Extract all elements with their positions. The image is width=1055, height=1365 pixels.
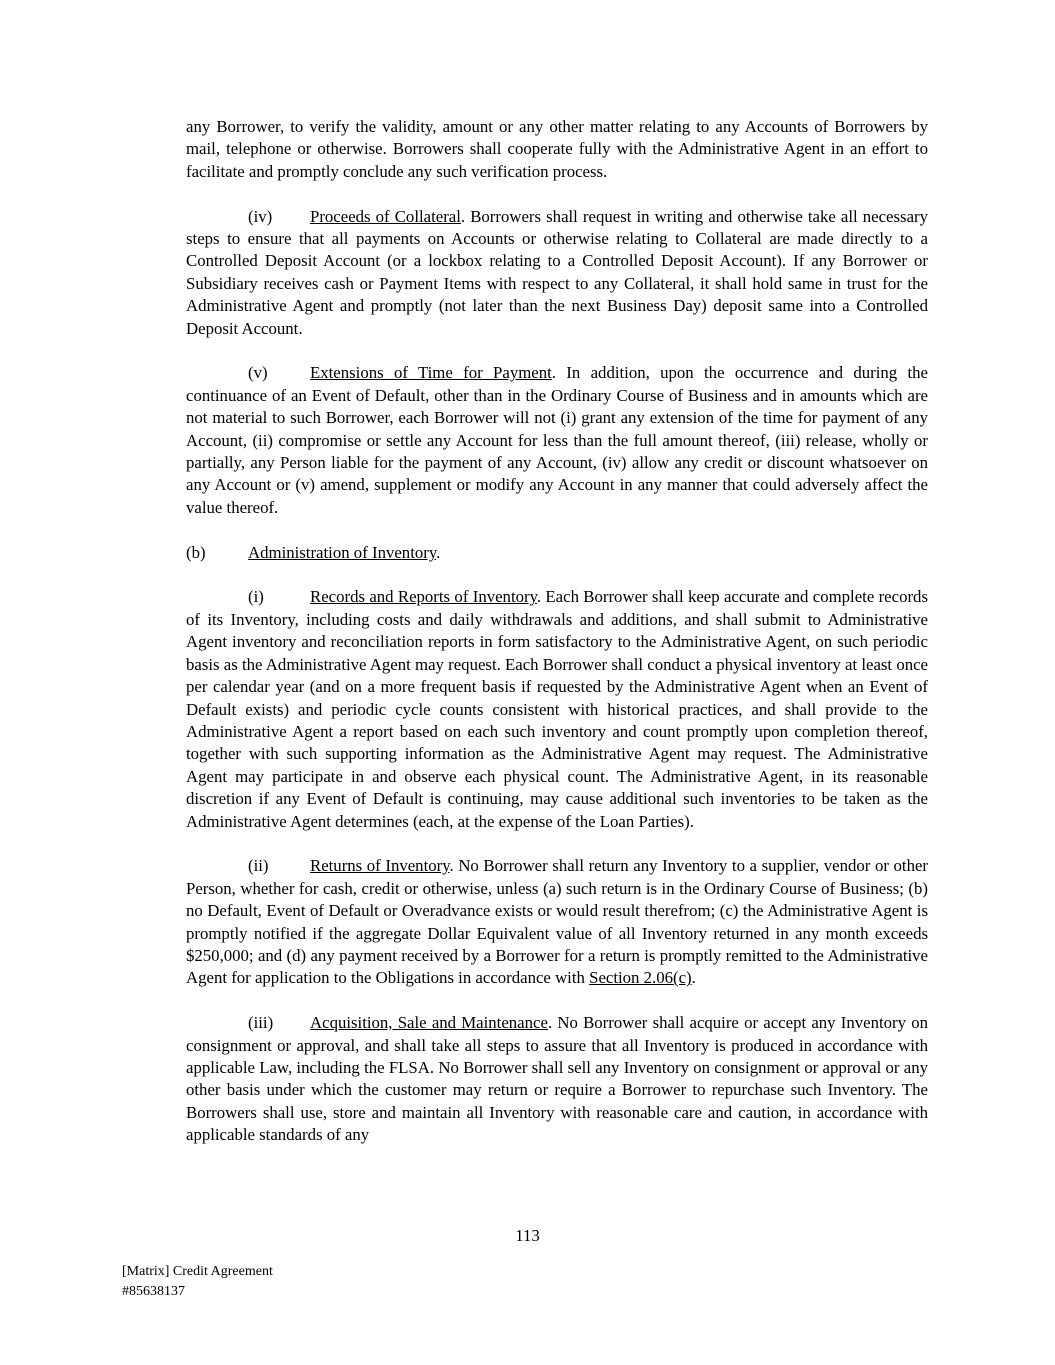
section-b-label: (b) xyxy=(186,542,206,562)
clause-iii-body: No Borrower shall acquire or accept any Inventory on consignment or approval, and shall take all steps to assure that all Inventory is produced in accordance with applicable Law, including the FLSA. No Borrower shall sell any Inventory on consignment or approval or any other basis under which the customer may return or require a Borrower to repurchase such Inventory. The Borrowers shall use, store and maintain all Inventory with reasonable care and caution, in accordance with applicable standards of any xyxy=(186,1013,929,1145)
clause-v-label: (v) xyxy=(248,363,268,383)
clause-v-body: In addition, upon the occurrence and during the continuance of an Event of Default, other than in the Ordinary Course of Business and in amounts which are not material to such Borrower, each Borrower will not (i) grant any extension of the time for payment of any Account, (ii) compromise or settle any Account for less than the full amount thereof, (iii) release, wholly or partially, any Person liable for the payment of any Account, (iv) allow any credit or discount whatsoever on any Account or (v) amend, supplement or modify any Account in any manner that could adversely affect the value thereof. xyxy=(186,363,928,517)
clause-i-heading: Records and Reports of Inventory xyxy=(310,587,537,607)
clause-ii-heading: Returns of Inventory xyxy=(310,856,450,876)
clause-iv-heading: Proceeds of Collateral xyxy=(310,206,461,226)
clause-iii-separator: . xyxy=(547,1013,558,1033)
paragraph-section-b xyxy=(186,542,928,564)
clause-ii-label: (ii) xyxy=(248,856,269,876)
clause-v-heading: Extensions of Time for Payment xyxy=(310,363,552,383)
footer-document-title: [Matrix] Credit Agreement xyxy=(122,1264,273,1279)
paragraph-continuation: any Borrower, to verify the validity, amount or any other matter relating to any Accounts of Borrowers by mail, telephone or otherwise. Borrowers shall cooperate fully with the Administrative Agent in an effort to facilitate and promptly conclude any such verification process. xyxy=(186,117,928,181)
section-b-period: . xyxy=(436,542,441,562)
clause-ii-body: No Borrower shall return any Inventory to a supplier, vendor or other Person, whether for cash, credit or otherwise, unless (a) such return is in the Ordinary Course of Business; (b) no Default, Event of Default or Overadvance exists or would result therefrom; (c) the Administrative Agent is promptly notified if the aggregate Dollar Equivalent value of all Inventory returned in any month exceeds $250,000; and (d) any payment received by a Borrower for a return is promptly remitted to the Administrative Agent for application to the Obligations in accordance with xyxy=(186,856,929,988)
clause-ii-period: . xyxy=(691,968,696,988)
clause-iv-separator: . xyxy=(460,206,471,226)
paragraph-clause-ii xyxy=(186,855,928,989)
clause-i-body: Each Borrower shall keep accurate and complete records of its Inventory, including costs and daily withdrawals and additions, and shall submit to Administrative Agent inventory and reconciliation reports in form satisfactory to the Administrative Agent, on such periodic basis as the Administrative Agent may request. Each Borrower shall conduct a physical inventory at least once per calendar year (and on a more frequent basis if requested by the Administrative Agent when an Event of Default exists) and periodic cycle counts consistent with historical practices, and shall provide to the Administrative Agent a report based on each such inventory and count promptly upon completion thereof, together with such supporting information as the Administrative Agent may request. The Administrative Agent may participate in and observe each physical count. The Administrative Agent, in its reasonable discretion if any Event of Default is continuing, may cause additional such inventories to be taken as the Administrative Agent determines (each, at the expense of the Loan Parties). xyxy=(186,587,928,831)
paragraph-clause-i xyxy=(186,586,928,832)
section-b-heading: Administration of Inventory xyxy=(248,542,437,562)
clause-v-separator: . xyxy=(551,363,567,383)
page-content xyxy=(186,116,928,1147)
clause-iii-heading: Acquisition, Sale and Maintenance xyxy=(310,1013,548,1033)
clause-ii-section-reference: Section 2.06(c) xyxy=(589,968,692,988)
clause-ii-separator: . xyxy=(449,856,459,876)
paragraph-clause-iv xyxy=(186,206,928,340)
paragraph-clause-v xyxy=(186,362,928,519)
clause-i-separator: . xyxy=(536,587,546,607)
clause-iv-body: Borrowers shall request in writing and otherwise take all necessary steps to ensure that all payments on Accounts or otherwise relating to Collateral are made directly to a Controlled Deposit Account (or a lockbox relating to a Controlled Deposit Account). If any Borrower or Subsidiary receives cash or Payment Items with respect to any Collateral, it shall hold same in trust for the Administrative Agent and promptly (not later than the next Business Day) deposit same into a Controlled Deposit Account. xyxy=(186,206,928,338)
paragraph-clause-iii xyxy=(186,1012,928,1146)
clause-i-label: (i) xyxy=(248,587,264,607)
footer-document-id: #85638137 xyxy=(122,1284,185,1299)
page-number: 113 xyxy=(515,1226,540,1245)
page-footer xyxy=(122,1262,273,1302)
clause-iv-label: (iv) xyxy=(248,206,273,226)
clause-iii-label: (iii) xyxy=(248,1013,274,1033)
